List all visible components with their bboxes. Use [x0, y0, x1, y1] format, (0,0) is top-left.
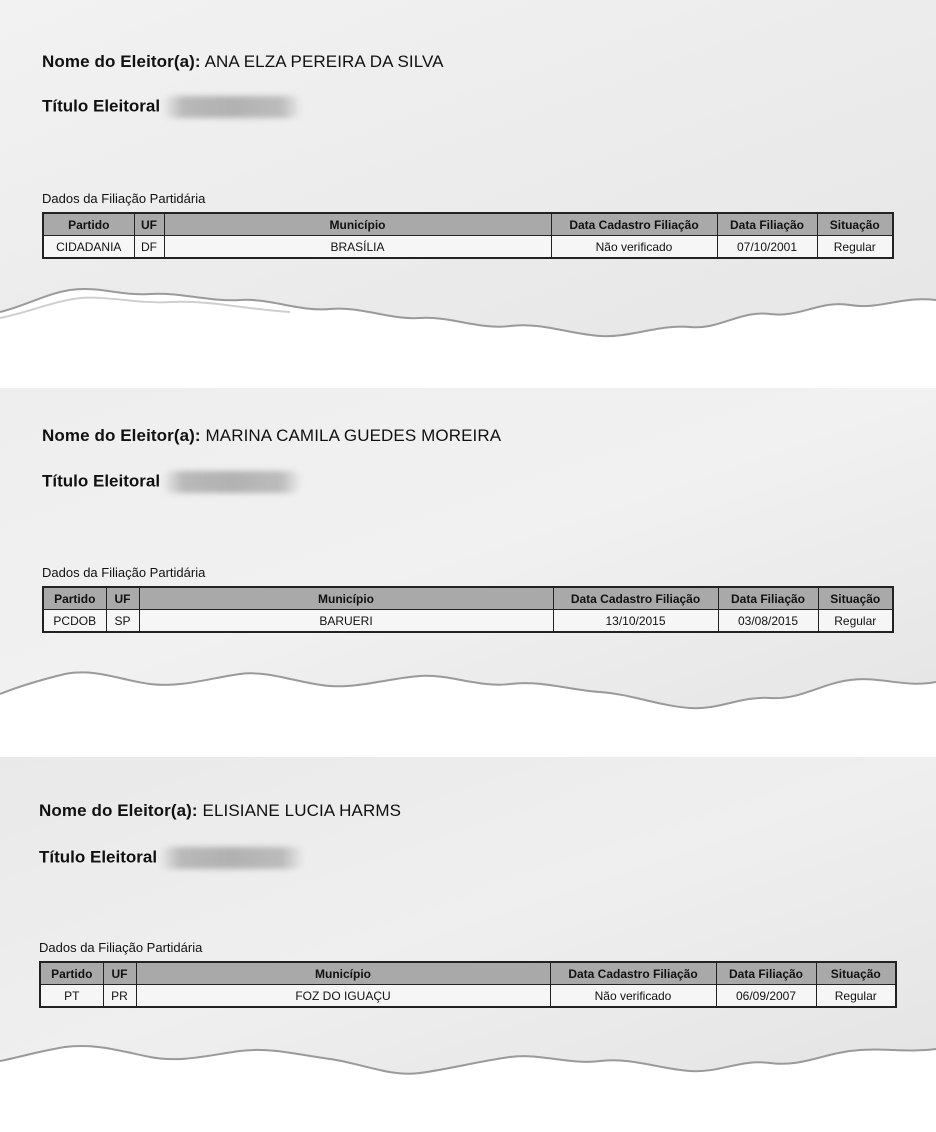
cell-situacao: Regular — [817, 236, 893, 259]
cell-municipio: BARUERI — [139, 610, 553, 633]
cell-data-filiacao: 03/08/2015 — [718, 610, 818, 633]
cell-municipio: FOZ DO IGUAÇU — [136, 985, 550, 1008]
table-row — [43, 236, 893, 259]
affiliation-table — [42, 586, 894, 633]
col-header-data-filiacao: Data Filiação — [717, 213, 817, 236]
voter-name-label: Nome do Eleitor(a): — [42, 426, 201, 445]
col-header-partido: Partido — [43, 213, 134, 236]
cell-data-cadastro: 13/10/2015 — [553, 610, 718, 633]
cell-municipio: BRASÍLIA — [164, 236, 551, 259]
col-header-data-cadastro: Data Cadastro Filiação — [551, 213, 717, 236]
cell-partido: PT — [40, 985, 103, 1008]
voter-name-line — [39, 801, 401, 821]
cell-data-cadastro: Não verificado — [550, 985, 716, 1008]
voter-name-line — [42, 426, 501, 446]
voter-id-label: Título Eleitoral — [42, 471, 161, 491]
affiliation-table — [39, 961, 897, 1008]
record-card-2 — [0, 388, 936, 757]
col-header-partido: Partido — [43, 587, 106, 610]
voter-id-label: Título Eleitoral — [42, 96, 161, 116]
redacted-voter-id — [162, 471, 302, 493]
record-card-3 — [0, 757, 936, 1132]
table-header-row — [43, 587, 893, 610]
voter-id-line — [42, 96, 302, 118]
cell-uf: PR — [103, 985, 136, 1008]
voter-id-line — [42, 471, 302, 493]
table-header-row — [43, 213, 893, 236]
voter-name-line — [42, 52, 444, 72]
voter-name-label: Nome do Eleitor(a): — [39, 801, 198, 820]
voter-id-label: Título Eleitoral — [39, 847, 158, 867]
voter-name-label: Nome do Eleitor(a): — [42, 52, 201, 71]
cell-situacao: Regular — [816, 985, 896, 1008]
col-header-municipio: Município — [136, 962, 550, 985]
record-card-1 — [0, 0, 936, 388]
table-header-row — [40, 962, 896, 985]
cell-uf: DF — [134, 236, 164, 259]
voter-id-line — [39, 847, 304, 869]
cell-partido: CIDADANIA — [43, 236, 134, 259]
cell-uf: SP — [106, 610, 139, 633]
affiliation-table — [42, 212, 894, 259]
affiliation-section-label: Dados da Filiação Partidária — [39, 940, 203, 955]
col-header-data-filiacao: Data Filiação — [718, 587, 818, 610]
cell-data-filiacao: 06/09/2007 — [716, 985, 816, 1008]
cell-data-cadastro: Não verificado — [551, 236, 717, 259]
voter-name-value: MARINA CAMILA GUEDES MOREIRA — [205, 426, 502, 445]
affiliation-section-label: Dados da Filiação Partidária — [42, 191, 206, 206]
affiliation-section-label: Dados da Filiação Partidária — [42, 565, 206, 580]
cell-data-filiacao: 07/10/2001 — [717, 236, 817, 259]
col-header-situacao: Situação — [818, 587, 893, 610]
col-header-municipio: Município — [164, 213, 551, 236]
table-row — [40, 985, 896, 1008]
table-row — [43, 610, 893, 633]
voter-name-value: ANA ELZA PEREIRA DA SILVA — [204, 52, 444, 71]
cell-situacao: Regular — [818, 610, 893, 633]
voter-name-value: ELISIANE LUCIA HARMS — [202, 801, 402, 820]
col-header-municipio: Município — [139, 587, 553, 610]
cell-partido: PCDOB — [43, 610, 106, 633]
col-header-situacao: Situação — [817, 213, 893, 236]
col-header-uf: UF — [106, 587, 139, 610]
col-header-partido: Partido — [40, 962, 103, 985]
redacted-voter-id — [159, 847, 304, 869]
col-header-situacao: Situação — [816, 962, 896, 985]
col-header-uf: UF — [103, 962, 136, 985]
redacted-voter-id — [162, 96, 302, 118]
col-header-data-cadastro: Data Cadastro Filiação — [550, 962, 716, 985]
col-header-data-filiacao: Data Filiação — [716, 962, 816, 985]
col-header-data-cadastro: Data Cadastro Filiação — [553, 587, 718, 610]
col-header-uf: UF — [134, 213, 164, 236]
